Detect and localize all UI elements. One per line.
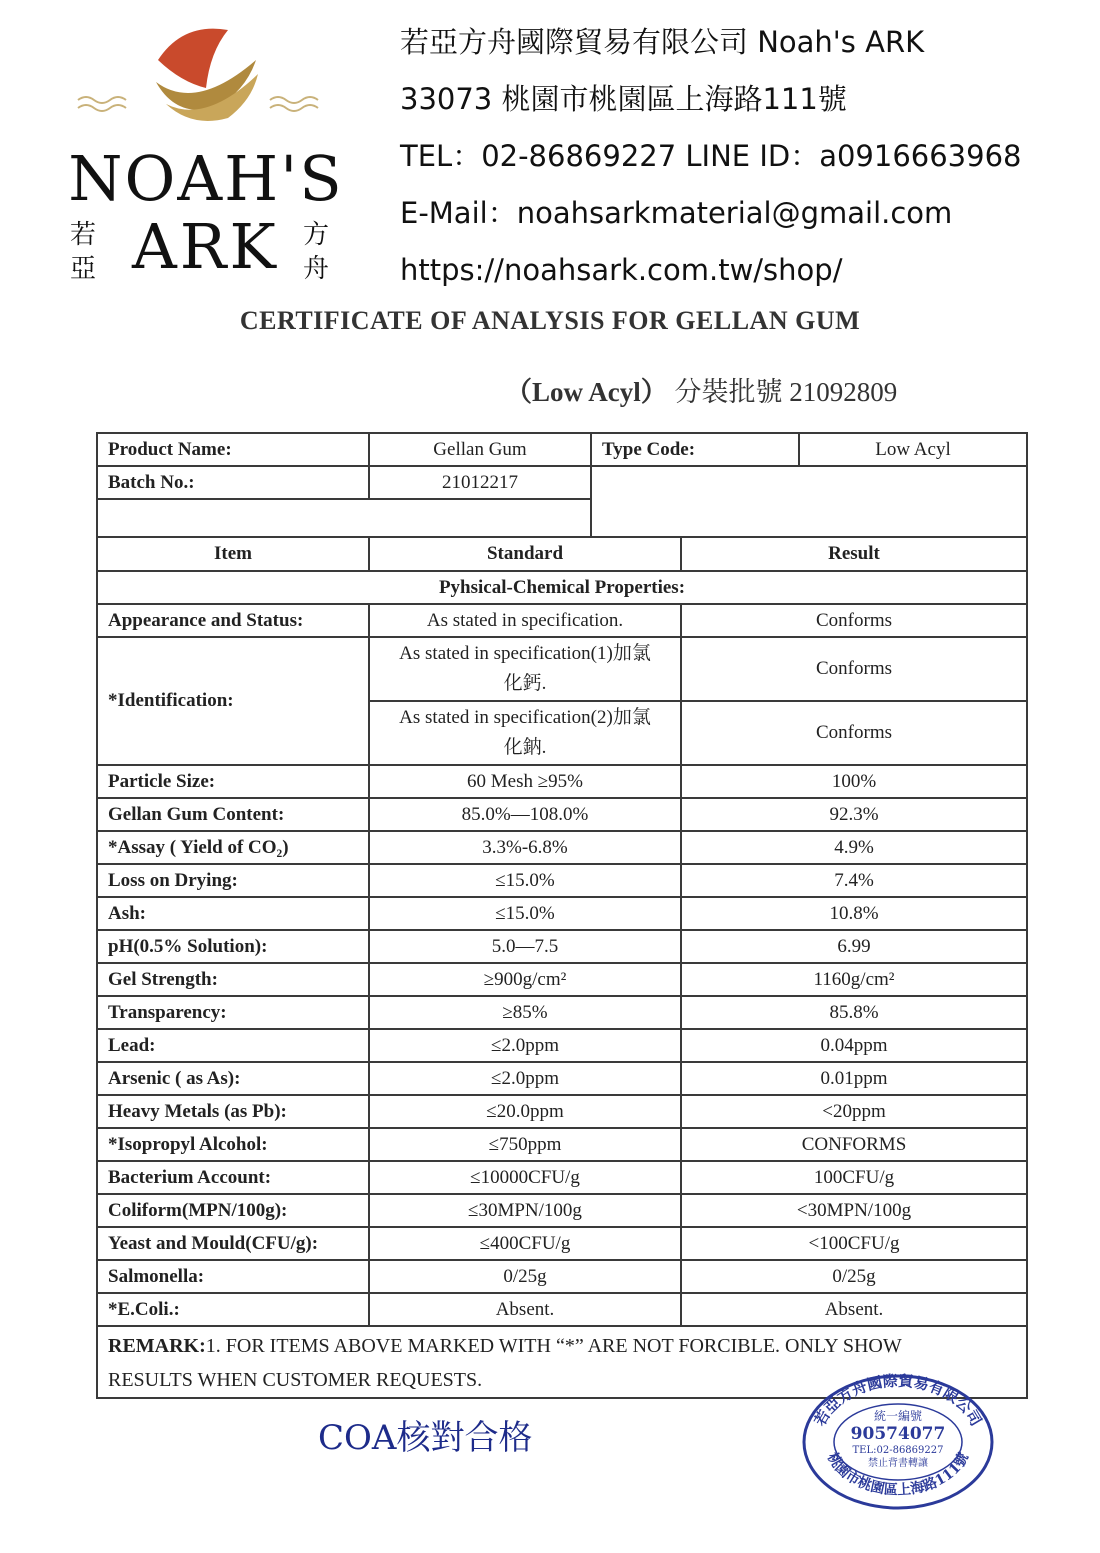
remark-line-2: RESULTS WHEN CUSTOMER REQUESTS. <box>108 1369 483 1391</box>
table-row <box>97 1161 1027 1194</box>
row-standard: 60 Mesh ≥95% <box>369 765 681 798</box>
row-item: Lead: <box>97 1029 369 1062</box>
row-result: 0.04ppm <box>681 1029 1027 1062</box>
row-item: Particle Size: <box>97 765 369 798</box>
product-name-label: Product Name: <box>97 433 369 466</box>
table-row <box>97 1194 1027 1227</box>
company-logo <box>48 20 358 284</box>
row-result: 7.4% <box>681 864 1027 897</box>
row-result: 92.3% <box>681 798 1027 831</box>
row-result: <30MPN/100g <box>681 1194 1027 1227</box>
row-standard: Absent. <box>369 1293 681 1326</box>
row-item: *Isopropyl Alcohol: <box>97 1128 369 1161</box>
row-standard: ≤20.0ppm <box>369 1095 681 1128</box>
product-name-value: Gellan Gum <box>369 433 591 466</box>
appearance-item: Appearance and Status: <box>97 604 369 637</box>
row-standard: 3.3%-6.8% <box>369 831 681 864</box>
row-item: Heavy Metals (as Pb): <box>97 1095 369 1128</box>
row-standard: 85.0%—108.0% <box>369 798 681 831</box>
blank-cell <box>591 466 1027 537</box>
row-standard: ≤10000CFU/g <box>369 1161 681 1194</box>
blank-cell <box>97 499 591 537</box>
row-result: <20ppm <box>681 1095 1027 1128</box>
stamp-bottom-text: 桃園市桃園區上海路111號 <box>823 1450 973 1499</box>
row-item: Yeast and Mould(CFU/g): <box>97 1227 369 1260</box>
company-website[interactable]: https://noahsark.com.tw/shop/ <box>400 253 843 287</box>
stamp-line-4: 禁止背書轉讓 <box>868 1458 928 1469</box>
row-result: 10.8% <box>681 897 1027 930</box>
table-row <box>97 864 1027 897</box>
document-title: CERTIFICATE OF ANALYSIS FOR GELLAN GUM <box>239 306 861 335</box>
type-code-label: Type Code: <box>591 433 799 466</box>
row-item: Salmonella: <box>97 1260 369 1293</box>
row-result: CONFORMS <box>681 1128 1027 1161</box>
identification-standard-2 <box>369 701 681 765</box>
stamp-ring-text: 若亞方舟國際貿易有限公司 <box>810 1372 986 1430</box>
table-row <box>97 1062 1027 1095</box>
row-result: 100% <box>681 765 1027 798</box>
section-title: Pyhsical-Chemical Properties: <box>97 571 1027 604</box>
batch-no-label: Batch No.: <box>97 466 369 499</box>
row-standard: ≥900g/cm² <box>369 963 681 996</box>
stamp-line-3: TEL:02-86869227 <box>852 1445 944 1456</box>
product-row <box>97 433 1027 466</box>
batch-row <box>97 466 1027 499</box>
row-result: 6.99 <box>681 930 1027 963</box>
section-row <box>97 571 1027 604</box>
table-row <box>97 765 1027 798</box>
identification-result-1: Conforms <box>681 637 1027 701</box>
logo-side-right: 方舟 <box>303 220 330 284</box>
identification-standard-2b: 化鈉. <box>503 737 547 758</box>
table-row <box>97 963 1027 996</box>
identification-standard-2a: As stated in specification(2)加氯 <box>399 707 651 728</box>
document-subtitle <box>505 370 897 409</box>
appearance-standard: As stated in specification. <box>369 604 681 637</box>
subtitle-grade: （Low Acyl） <box>505 377 668 407</box>
row-item: Arsenic ( as As): <box>97 1062 369 1095</box>
subtitle-batch: 分裝批號 21092809 <box>674 377 898 407</box>
remark-label: REMARK: <box>108 1335 206 1357</box>
company-seal-stamp <box>798 1372 998 1512</box>
row-item: Transparency: <box>97 996 369 1029</box>
company-name: 若亞方舟國際貿易有限公司 Noah's ARK <box>400 25 925 59</box>
row-standard: ≤15.0% <box>369 864 681 897</box>
type-code-value: Low Acyl <box>799 433 1027 466</box>
logo-name-noahs: NOAH'S <box>68 142 344 215</box>
identification-result-2: Conforms <box>681 701 1027 765</box>
row-result: Absent. <box>681 1293 1027 1326</box>
appearance-result: Conforms <box>681 604 1027 637</box>
header-item: Item <box>97 537 369 571</box>
table-row <box>97 1293 1027 1326</box>
verification-note: COA核對合格 <box>318 1418 533 1458</box>
company-email: E-Mail：noahsarkmaterial@gmail.com <box>400 196 953 230</box>
table-row <box>97 1029 1027 1062</box>
table-row <box>97 1095 1027 1128</box>
table-row <box>97 996 1027 1029</box>
row-standard: ≤2.0ppm <box>369 1029 681 1062</box>
row-item: Ash: <box>97 897 369 930</box>
identification-row-1 <box>97 637 1027 701</box>
table-row <box>97 798 1027 831</box>
row-standard: ≤750ppm <box>369 1128 681 1161</box>
coa-table <box>96 432 1028 1399</box>
row-standard: ≤15.0% <box>369 897 681 930</box>
identification-standard-1 <box>369 637 681 701</box>
identification-standard-1b: 化鈣. <box>503 673 547 694</box>
row-result: 0/25g <box>681 1260 1027 1293</box>
row-standard: 5.0—7.5 <box>369 930 681 963</box>
row-result: 100CFU/g <box>681 1161 1027 1194</box>
stamp-line-2: 90574077 <box>850 1424 946 1444</box>
header-standard: Standard <box>369 537 681 571</box>
header-result: Result <box>681 537 1027 571</box>
table-row <box>97 1128 1027 1161</box>
table-header-row <box>97 537 1027 571</box>
row-result: <100CFU/g <box>681 1227 1027 1260</box>
row-standard: 0/25g <box>369 1260 681 1293</box>
identification-standard-1a: As stated in specification(1)加氯 <box>399 643 651 664</box>
row-result: 1160g/cm² <box>681 963 1027 996</box>
batch-no-value: 21012217 <box>369 466 591 499</box>
results-body <box>97 765 1027 1326</box>
logo-name-ark: ARK <box>132 210 279 283</box>
row-item: pH(0.5% Solution): <box>97 930 369 963</box>
row-item: Loss on Drying: <box>97 864 369 897</box>
row-item: *E.Coli.: <box>97 1293 369 1326</box>
row-standard: ≥85% <box>369 996 681 1029</box>
table-row <box>97 604 1027 637</box>
stamp-line-1: 統一編號 <box>873 1409 923 1423</box>
row-result: 85.8% <box>681 996 1027 1029</box>
row-standard: ≤400CFU/g <box>369 1227 681 1260</box>
row-item: Gel Strength: <box>97 963 369 996</box>
table-row <box>97 930 1027 963</box>
row-item: Bacterium Account: <box>97 1161 369 1194</box>
row-standard: ≤2.0ppm <box>369 1062 681 1095</box>
row-item: Gellan Gum Content: <box>97 798 369 831</box>
row-result: 0.01ppm <box>681 1062 1027 1095</box>
table-row <box>97 897 1027 930</box>
row-item: Coliform(MPN/100g): <box>97 1194 369 1227</box>
table-row <box>97 1260 1027 1293</box>
table-row <box>97 1227 1027 1260</box>
table-row <box>97 831 1027 864</box>
identification-item: *Identification: <box>97 637 369 765</box>
remark-line-1: 1. FOR ITEMS ABOVE MARKED WITH “*” ARE NOT FORCIBLE. ONLY SHOW <box>205 1335 902 1357</box>
ship-icon <box>48 20 358 150</box>
row-standard: ≤30MPN/100g <box>369 1194 681 1227</box>
contact-block <box>400 20 1022 305</box>
logo-side-left: 若亞 <box>70 220 97 284</box>
row-result: 4.9% <box>681 831 1027 864</box>
company-address: 33073 桃園市桃園區上海路111號 <box>400 82 847 116</box>
row-item: *Assay ( Yield of CO₂) <box>97 831 369 864</box>
company-phone: TEL：02-86869227 LINE ID：a0916663968 <box>400 139 1022 173</box>
